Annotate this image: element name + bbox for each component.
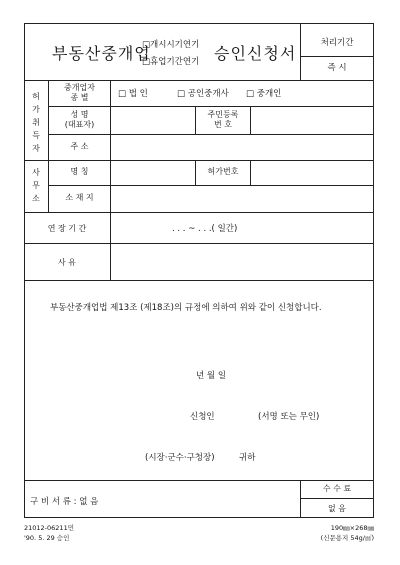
reason-field[interactable] [111, 244, 373, 280]
broker-type-label-line1: 중개업자 [64, 83, 95, 92]
permit-number-label: 허가번호 [207, 167, 239, 176]
fee-label: 수 수 료 [322, 484, 352, 493]
rrn-field[interactable] [251, 107, 373, 134]
processing-period-label: 처리기간 [320, 38, 354, 48]
applicant-signature-label: 신청인 [190, 412, 215, 422]
office-location-field[interactable] [111, 186, 373, 212]
office-name-field[interactable] [111, 161, 195, 185]
form-title-suffix: 승인신청서 [214, 44, 297, 63]
office-group-label: 사무소 [32, 168, 40, 203]
broker-type-option-corporation[interactable]: □ 법 인 [118, 89, 148, 99]
name-label-line2: (대표자) [64, 120, 95, 129]
form-title-option-suspension-extension: □휴업기간연기 [142, 57, 200, 67]
applicant-group-label: 허가취득자 [32, 92, 40, 153]
fee-value: 없 음 [328, 504, 346, 513]
form-title-option-start-delay: □개시시기연기 [142, 40, 200, 50]
reason-label: 사 유 [58, 258, 76, 267]
name-label-line1: 성 명 [70, 110, 89, 119]
application-statement: 부동산중개업법 제13조 (제18조)의 규정에 의하여 위와 같이 신청합니다. [50, 303, 322, 313]
divider [24, 280, 374, 281]
divider [24, 480, 374, 481]
broker-type-label-line2: 종 별 [70, 93, 89, 102]
divider [300, 56, 374, 57]
divider [24, 80, 374, 81]
rrn-label-line1: 주민등록 [207, 110, 239, 119]
extension-period-value[interactable]: . . . ~ . . .( 일간) [172, 224, 238, 234]
recipient-honorific: 귀하 [239, 453, 256, 463]
form-code: 21012-06211민 [24, 524, 74, 532]
required-documents: 구 비 서 류 : 없 음 [30, 497, 99, 507]
application-date[interactable]: 년 월 일 [196, 371, 227, 381]
paper-type: (신문용지 54g/㎡) [320, 534, 374, 542]
address-field[interactable] [111, 135, 373, 160]
name-field[interactable] [111, 107, 195, 134]
broker-type-option-broker[interactable]: □ 중개인 [246, 89, 282, 99]
signature-note: (서명 또는 무인) [258, 412, 320, 422]
processing-period-value: 즉 시 [327, 63, 347, 73]
divider [24, 212, 374, 213]
paper-size: 190㎜×268㎜ [330, 524, 374, 532]
office-name-label: 명 칭 [70, 167, 89, 176]
rrn-label-line2: 번 호 [214, 120, 232, 129]
office-location-label: 소 재 지 [65, 193, 94, 202]
form-approval-date: '90. 5. 29 승인 [24, 534, 70, 542]
form-title-main: 부동산중개업 [52, 44, 151, 63]
divider [300, 498, 374, 499]
recipient-authority: (시장·군수·구청장) [145, 453, 215, 463]
extension-period-label: 연 장 기 간 [47, 224, 87, 233]
permit-number-field[interactable] [251, 161, 373, 185]
broker-type-option-licensed-agent[interactable]: □ 공인중개사 [177, 89, 229, 99]
address-label: 주 소 [70, 142, 89, 151]
